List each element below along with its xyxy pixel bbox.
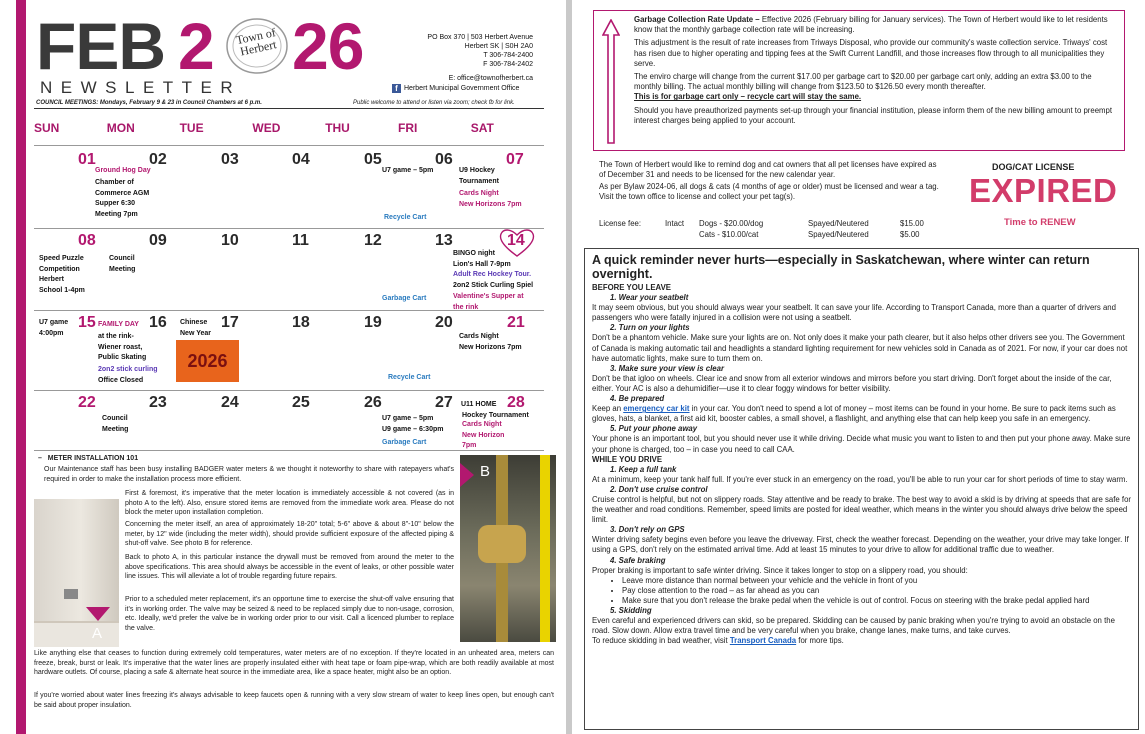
tip-heading: 5. Skidding <box>610 606 652 615</box>
braking-list <box>592 576 1131 606</box>
tip-heading: 4. Be prepared <box>610 394 665 404</box>
expired-stamp: EXPIRED <box>969 172 1118 209</box>
day-number: 03 <box>221 151 239 168</box>
weekday-label: MON <box>106 121 135 135</box>
weekday-label: SUN <box>34 121 60 135</box>
event-family-day: FAMILY DAY <box>98 321 139 328</box>
garbage-text: Should you have preauthorized payments set-up through your financial institution, please inform them of the new billing amount to preempt interest charges being applied to your account. <box>634 105 1113 125</box>
event-garbage-cart: Garbage Cart <box>382 439 427 446</box>
tip-text: Proper braking is important to safe winter driving. Since it takes longer to stop on a slippery road, you should: <box>592 565 968 575</box>
tip-heading: 3. Don't rely on GPS <box>610 525 685 535</box>
list-item: • Pay close attention to the road – as far ahead as you can <box>622 586 1131 596</box>
day-number: 09 <box>149 232 167 249</box>
garbage-title: Garbage Collection Rate Update – <box>634 15 760 24</box>
event-bingo: BINGO night Lion's Hall 7-9pm <box>453 250 511 268</box>
pointer-arrow-icon <box>86 607 110 621</box>
emergency-kit-link[interactable]: emergency car kit <box>623 404 690 414</box>
license-fee-label: License fee: <box>599 219 642 228</box>
event-chamber: Chamber of Commerce AGM Supper 6:30 Meeting 7pm <box>95 179 150 218</box>
license-badge-title: DOG/CAT LICENSE <box>992 162 1075 172</box>
title-two: 2 <box>178 9 214 83</box>
day-number: 16 <box>149 314 167 331</box>
day-number: 07 <box>506 151 524 168</box>
tip-text: Don't be that igloo on wheels. Clear ice and snow from all exterior windows and mirrors before you start driving. Don't forget about the inside of the car, either. Your AC is also a dehumidifier—use it to clear foggy windows for better visibility. <box>592 373 1112 393</box>
event-recycle-cart: Recycle Cart <box>388 374 431 381</box>
event-council-meeting: Council Meeting <box>102 415 129 433</box>
day-number: 11 <box>292 232 309 249</box>
tip-text: Even careful and experienced drivers can skid, so be prepared. Skidding can be caused by panic braking when you're trying to avoid an obstacle on the road. Slow down. Allow extra travel time and be very careful when you brake, change lanes, make turns, and take curves. <box>592 616 1115 636</box>
newsletter-heading: NEWSLETTER <box>40 78 242 97</box>
event-cards-night: Cards Night New Horizons 7pm <box>459 190 522 208</box>
event-cards-night: Cards Night New Horizons 7pm <box>459 333 522 351</box>
up-arrow-icon <box>602 19 620 144</box>
photo-label: A <box>92 625 103 642</box>
event-stick-curling: 2on2 Stick Curling Spiel <box>453 282 534 289</box>
town-logo-text: Town of Herbert <box>234 25 278 59</box>
council-meetings-note: COUNCIL MEETINGS: Mondays, February 9 & 23 in Council Chambers at 6 p.m. <box>36 100 262 106</box>
event-u7-game: U7 game – 5pm <box>382 167 434 174</box>
fax-line: F 306-784-2402 <box>483 61 533 68</box>
day-number: 21 <box>507 314 525 331</box>
day-number: 10 <box>221 232 239 249</box>
license-dogs: Dogs - $20.00/dog Cats - $10.00/cat <box>699 219 764 239</box>
event-council-meeting: Council Meeting <box>109 255 136 273</box>
day-number: 19 <box>364 314 382 331</box>
day-number: 25 <box>292 394 310 411</box>
meter-article-title: – METER INSTALLATION 101 <box>38 455 139 462</box>
pet-license-text: The Town of Herbert would like to remind dog and cat owners that all pet licenses have expired as of December 31 and needs to be licensed for the new calendar year. As per Bylaw 2024-06, all dogs & cats (4 months of age or older) must be licensed and wear a tag. Visit the town office to license and collect your pet tag(s). <box>599 160 939 201</box>
pointer-arrow-icon <box>460 463 474 487</box>
chinese-new-year-image: 2026 <box>176 340 239 382</box>
tip-heading: 1. Keep a full tank <box>610 464 677 474</box>
magenta-side-bar <box>16 0 26 734</box>
day-number: 28 <box>507 394 525 411</box>
section-heading: BEFORE YOU LEAVE <box>592 283 671 292</box>
garbage-rate-box <box>593 10 1125 151</box>
title-feb: FEB <box>36 9 165 83</box>
tip-heading: 5. Put your phone away <box>610 424 698 434</box>
closing-text: To reduce skidding in bad weather, visit Transport Canada for more tips. <box>592 636 844 646</box>
list-item: • Leave more distance than normal between your vehicle and the vehicle in front of you <box>622 576 1131 586</box>
address-line: PO Box 370 | 503 Herbert Avenue <box>427 34 533 41</box>
day-number: 15 <box>78 314 96 331</box>
event-adult-rec-hockey: Adult Rec Hockey Tour. <box>453 271 532 278</box>
day-number: 20 <box>435 314 453 331</box>
title-twentysix: 26 <box>292 9 364 83</box>
address-block <box>380 33 533 83</box>
day-number: 08 <box>78 232 96 249</box>
day-number: 13 <box>435 232 453 249</box>
section-heading: WHILE YOU DRIVE <box>592 454 663 464</box>
event-hockey-tournament: Hockey Tournament <box>462 412 529 419</box>
event-u7-game: U7 game 4:00pm <box>39 319 69 337</box>
weekday-header <box>34 121 544 135</box>
facebook-page-name[interactable]: Herbert Municipal Government Office <box>404 85 520 92</box>
event-office-closed: Office Closed <box>98 377 144 384</box>
tip-text: Cruise control is helpful, but not on slippery roads. Stay attentive and be ready to brake. The best way to avoid a skid is by driving at speeds that are safe for the weather and road conditions. Remember, speed limits are posted for ideal weather, which means in the winter you should always drive below the speed limit. <box>592 494 1132 525</box>
tip-text: Keep an emergency car kit in your car. You don't need to spend a lot of money – most items can be found in your home. Be sure to pack items such as gloves, hats, a blanket, a first aid kit, booster cables, a small shovel, a flashlight, and anything else that can help keep you safe in an emergency. <box>592 404 1116 424</box>
day-number: 26 <box>364 394 382 411</box>
transport-canada-link[interactable]: Transport Canada <box>729 636 797 646</box>
newsletter-page-2 <box>572 0 1145 734</box>
meter-paragraph: Concerning the meter itself, an area of approximately 18-20" total; 5-6" above & about 8"-10" below the meter, by 12" wide (including the meter width), should provide sufficient exposure of the affected piping & shut-off valve. See photo B for reference. <box>125 521 454 547</box>
photo-a-covered-meter <box>34 499 119 647</box>
weekday-label: THU <box>325 121 350 135</box>
weekday-label: SAT <box>470 121 494 135</box>
day-number: 05 <box>364 151 382 168</box>
meter-paragraph: Prior to a scheduled meter replacement, it's an opportune time to exercise the shut-off valve ensuring that it's in working order. The valve may be seized & need to be replaced simply due to non-usage, corrosion, etc. Ideally, we'd prefer the valve be in working order prior to our visit. Call a licenced plumber to replace the valve. <box>125 596 454 632</box>
day-number: 18 <box>292 314 310 331</box>
garbage-text: Effective 2026 (February billing for January services). The Town of Herbert would like to let residents know that the monthly garbage collection rate will be increasing. <box>634 15 1108 35</box>
meter-paragraph: First & foremost, it's imperative that the meter location is immediately accessible & not covered (as in photo A to the left). Also, ensure stored items are removed from the immediate work area. Please do not block the meter upon installation completion. <box>125 490 454 516</box>
facebook-icon[interactable]: f <box>392 84 401 93</box>
address-line: Herbert SK | S0H 2A0 <box>464 43 533 50</box>
event-garbage-cart: Garbage Cart <box>382 295 427 302</box>
event-chinese-new-year: Chinese New Year <box>180 319 212 337</box>
day-number: 23 <box>149 394 167 411</box>
day-number: 27 <box>435 394 453 411</box>
meter-paragraph: If you're worried about water lines freezing it's always advisable to keep faucets open & running with a very slow stream of water to keep lines open, but enough can't be said about proper insulation. <box>34 692 554 709</box>
meter-paragraph: Back to photo A, in this particular instance the drywall must be removed from around the meter to the above specifications. This area should always be accessible in the event of leaks, or other possible water line issues. This will alleviate a lot of trouble regarding future repairs. <box>125 554 454 580</box>
town-logo <box>220 16 294 76</box>
time-to-renew: Time to RENEW <box>1004 217 1076 228</box>
event-groundhog: Ground Hog Day <box>95 167 151 174</box>
tip-heading: 1. Wear your seatbelt <box>610 293 689 303</box>
garbage-text: The enviro charge will change from the current $17.00 per garbage cart to $20.00 per garbage cart only, adding an extra $3.00 to the monthly billing. The actual monthly billing will change from $123.50 to $126.50 every month thereafter. <box>634 72 1092 92</box>
tip-text: It may seem obvious, but you should always wear your seatbelt. It can save your life. According to Transport Canada, more than a quarter of drivers and passengers who were fatally injured in a collision were not using a seatbelt. <box>592 303 1116 323</box>
event-games: U7 game – 5pm U9 game – 6:30pm <box>382 415 444 433</box>
tip-text: Don't be a phantom vehicle. Make sure your lights are on. Not only does it make your path clearer, but it also helps other drivers see you. The Government of Canada is making automatic tail and headlights a standard lighting requirement for new vehicles sold in Canada as of 2021. For now, if your car does not have automatic lights, make sure to turn them on. <box>592 333 1128 363</box>
photo-b-exposed-meter <box>460 455 556 642</box>
license-spayed: Spayed/Neutered Spayed/Neutered <box>808 219 869 239</box>
day-number: 06 <box>435 151 453 168</box>
garbage-text: This adjustment is the result of rate increases from Triways Disposal, who provide our community's waste collection service. Triways' cost has risen due to higher operating and tipping fees at the Swift Current Landfill, and those increases flow through to all municipalities they serve. <box>634 38 1108 68</box>
newsletter-page-1 <box>0 0 566 734</box>
garbage-note: This is for garbage cart only – recycle cart will stay the same. <box>634 92 862 102</box>
day-number: 14 <box>507 232 525 249</box>
day-number: 01 <box>78 151 96 168</box>
event-valentines-supper: Valentine's Supper at the rink <box>453 293 524 311</box>
event-recycle-cart: Recycle Cart <box>384 214 427 221</box>
event-speed-puzzle: Speed Puzzle Competition Herbert School 1-4pm <box>39 255 85 294</box>
tip-heading: 4. Safe braking <box>610 555 666 565</box>
event-stick-curling: 2on2 stick curling <box>98 366 158 373</box>
day-number: 22 <box>78 394 96 411</box>
event-u11-home: U11 HOME <box>461 401 497 408</box>
day-number: 24 <box>221 394 239 411</box>
tip-heading: 2. Turn on your lights <box>610 323 690 333</box>
event-u9-hockey: U9 Hockey Tournament <box>459 167 499 185</box>
public-welcome-note: Public welcome to attend or listen via zoom; check fb for link. <box>353 100 515 106</box>
list-item: • Make sure that you don't release the brake pedal when the vehicle is out of control. Focus on steering with the brake pedal applied hard <box>622 596 1131 606</box>
weekday-label: WED <box>252 121 281 135</box>
weekday-label: TUE <box>179 121 204 135</box>
tip-text: Your phone is an important tool, but you should never use it while driving. Decide what music you want to listen to and then put your phone away. Make sure your phone is charged, too – in case you need to call CAA. <box>592 434 1131 454</box>
tip-heading: 2. Don't use cruise control <box>610 484 708 494</box>
event-family-day-details: at the rink- Wiener roast, Public Skating <box>98 333 147 361</box>
tip-text: At a minimum, keep your tank half full. If you're ever stuck in an emergency on the road, you'll be able to run your car for short periods of time to stay warm. <box>592 474 1128 484</box>
photo-label: B <box>480 463 491 480</box>
license-fees: $15.00 $5.00 <box>900 219 924 239</box>
winter-title: A quick reminder never hurts—especially in Saskatchewan, where winter can return overnight. <box>592 253 1090 281</box>
phone-line: T 306-784-2400 <box>483 52 533 59</box>
meter-paragraph: Like anything else that ceases to function during extremely cold temperatures, water meters are of no exception. If they're located in an unheated area, meters can freeze, break, burst or leak. It's imperative that the water lines are properly insulated either with heat tape or foam pipe-wrap, which are both readily available at most hardware outlets. Of course, placing a safe & alternate heat source in the immediate area, like a space heater, might also be an option. <box>34 650 554 676</box>
event-cards-night: Cards Night New Horizon 7pm <box>462 421 505 449</box>
day-number: 12 <box>364 232 382 249</box>
winter-driving-box <box>584 248 1139 730</box>
day-number: 17 <box>221 314 239 331</box>
tip-text: Winter driving safety begins even before you leave the driveway. First, check the weather forecast. Depending on the weather, your drive may take longer. If using a GPS, don't rely on the estimated arrival time. Add at least 15 minutes to your drive to allow for additional traffic due to weather. <box>592 535 1129 555</box>
day-number: 04 <box>292 151 310 168</box>
email-line[interactable]: E: office@townofherbert.ca <box>448 75 533 82</box>
license-intact: Intact <box>665 219 685 228</box>
weekday-label: FRI <box>397 121 418 135</box>
meter-intro: Our Maintenance staff has been busy installing BADGER water meters & we thought it noteworthy to share with ratepayers what's required in order to make the installation process more efficient. <box>44 466 454 483</box>
day-number: 02 <box>149 151 167 168</box>
tip-heading: 3. Make sure your view is clear <box>610 363 724 373</box>
